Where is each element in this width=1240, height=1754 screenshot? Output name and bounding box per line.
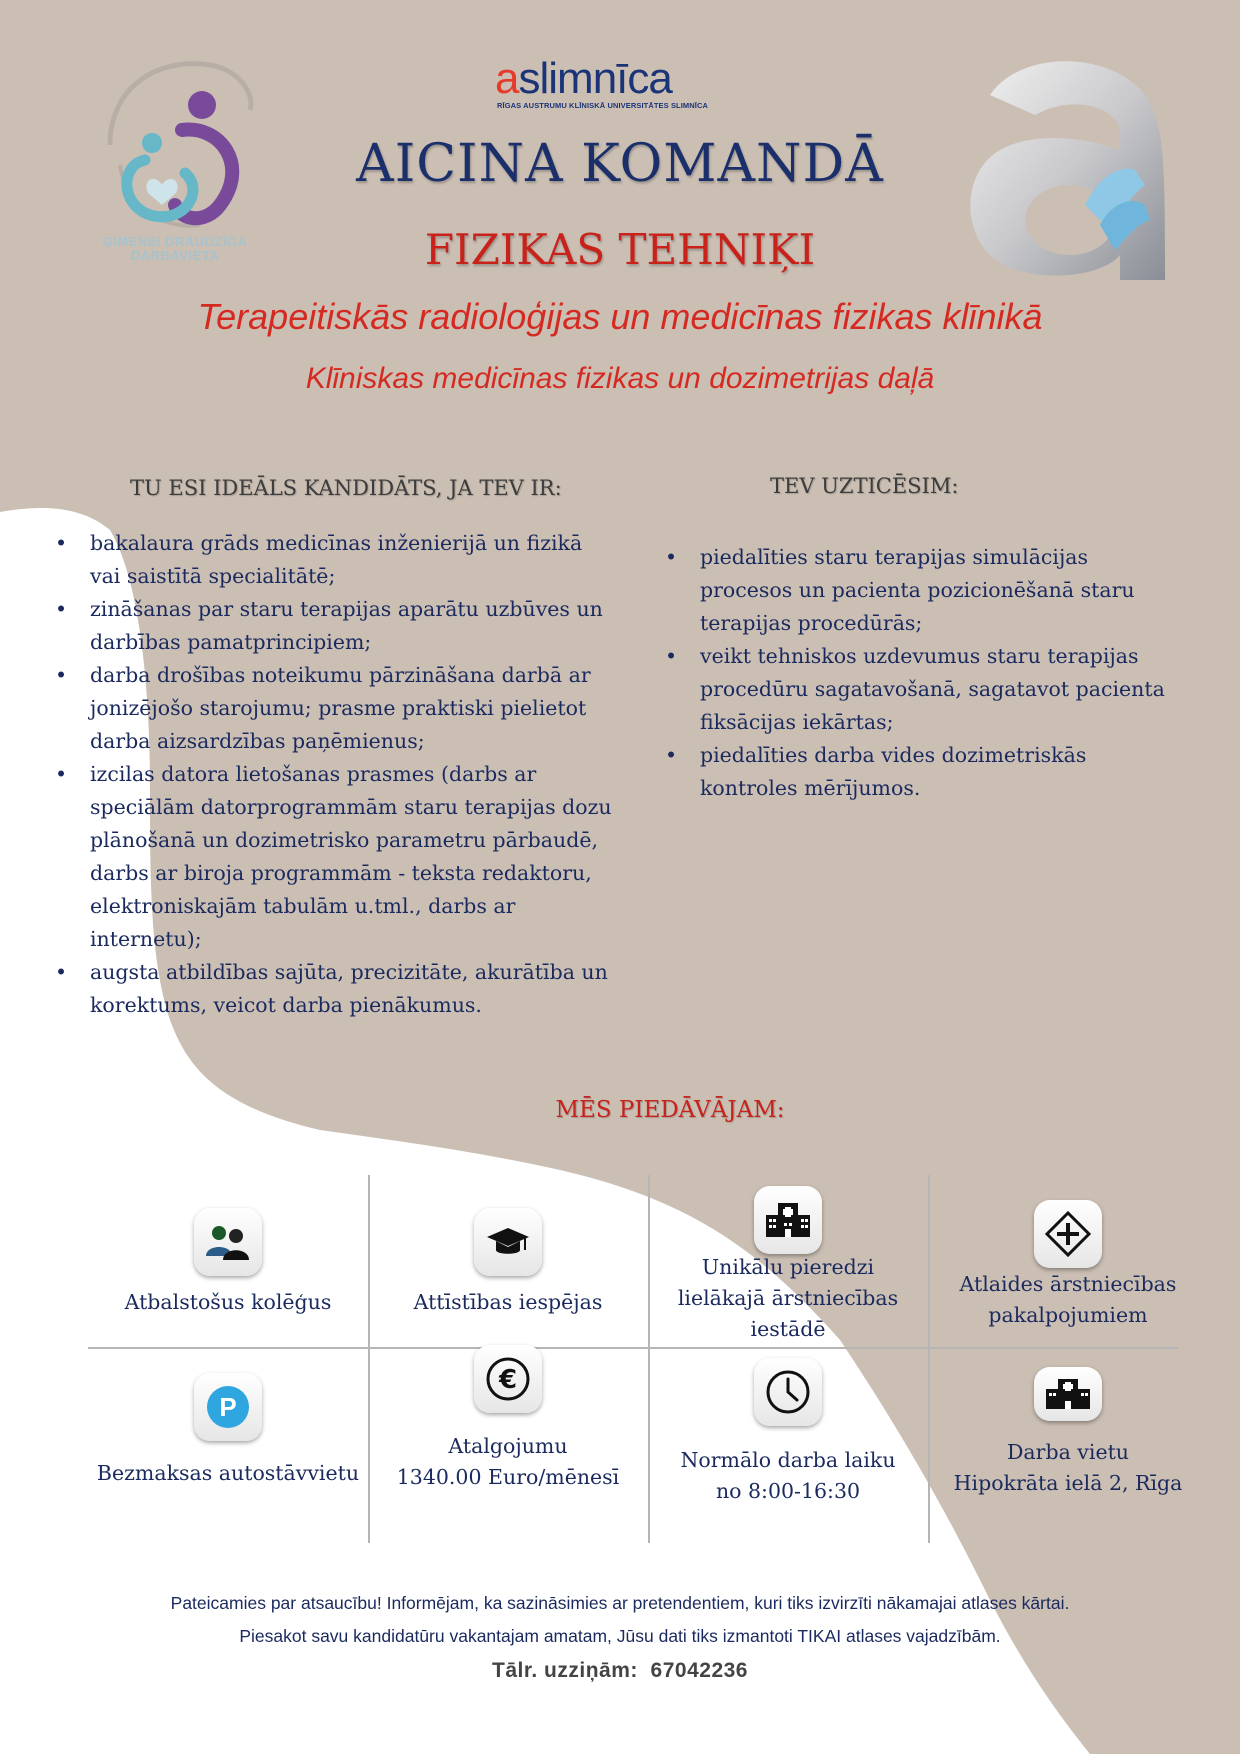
hospital-logo xyxy=(495,55,725,111)
graduation-cap-icon xyxy=(474,1208,542,1276)
phone-label: Tālr. uzziņām: xyxy=(492,1659,638,1682)
benefit-label: Atalgojumu xyxy=(448,1434,568,1458)
benefit-label: Atlaides ārstniecības xyxy=(959,1272,1177,1296)
badge-line-2: DARBAVIETA xyxy=(130,248,220,263)
colleagues-icon xyxy=(194,1208,262,1276)
logo-name: slimnīca xyxy=(518,54,672,103)
bullet-icon: • xyxy=(665,545,678,569)
bullet-icon: • xyxy=(55,960,68,984)
clock-icon xyxy=(754,1358,822,1426)
bullet-icon: • xyxy=(55,762,68,786)
logo-a-mark: a xyxy=(495,54,519,103)
euro-icon xyxy=(474,1345,542,1413)
benefit-salary xyxy=(368,1349,648,1543)
benefit-workplace xyxy=(928,1349,1208,1543)
benefit-label: iestādē xyxy=(750,1317,826,1341)
duties-list xyxy=(665,541,1185,805)
requirements-list xyxy=(55,527,615,1022)
footer-line-1: Pateicamies par atsaucību! Informējam, ka sazināsimies ar pretendentiem, kuri tiks izvirzīti nākamajai atlases kārtai. xyxy=(170,1593,1070,1613)
benefit-label: Normālo darba laiku xyxy=(680,1448,896,1472)
bullet-icon: • xyxy=(665,644,678,668)
bullet-icon: • xyxy=(55,531,68,555)
duties-title: TEV UZTICĒSIM: xyxy=(770,474,959,498)
benefit-working-hours xyxy=(648,1349,928,1543)
phone-number: 67042236 xyxy=(650,1659,748,1682)
benefit-label: lielākajā ārstniecības xyxy=(677,1286,899,1310)
offer-title: MĒS PIEDĀVĀJAM: xyxy=(555,1097,785,1123)
requirements-title: TU ESI IDEĀLS KANDIDĀTS, JA TEV IR: xyxy=(130,476,562,500)
headline: AICINA KOMANDĀ xyxy=(356,134,884,194)
benefit-colleagues xyxy=(88,1175,368,1347)
benefit-label: Attīstības iespējas xyxy=(413,1290,603,1314)
benefit-development xyxy=(368,1175,648,1347)
badge-line-1: ĢIMENEI DRAUDZĪGA xyxy=(102,234,248,249)
logo-subtitle: RĪGAS AUSTRUMU KLĪNISKĀ UNIVERSITĀTES SLIMNĪCA xyxy=(497,101,708,110)
benefit-experience xyxy=(648,1175,928,1347)
list-item: • zināšanas par staru terapijas aparātu uzbūves un darbības pamatprincipiem; xyxy=(55,593,615,659)
clinic-name: Terapeitiskās radioloģijas un medicīnas fizikas klīnikā xyxy=(197,296,1043,337)
list-item: • augsta atbildības sajūta, precizitāte, akurātība un korektums, veicot darba pienākumus. xyxy=(55,956,615,1022)
bullet-icon: • xyxy=(665,743,678,767)
department-name: Klīniskas medicīnas fizikas un dozimetrijas daļā xyxy=(305,362,935,395)
list-item: • darba drošības noteikumu pārzināšana darbā ar jonizējošo starojumu; prasme praktiski pielietot darba aizsardzības paņēmienus; xyxy=(55,659,615,758)
list-item: • piedalīties staru terapijas simulācijas procesos un pacienta pozicionēšanā staru terapijas procedūrās; xyxy=(665,541,1185,640)
list-item: • piedalīties darba vides dozimetriskās kontroles mērījumos. xyxy=(665,739,1185,805)
footer-line-2: Piesakot savu kandidatūru vakantajam amatam, Jūsu dati tiks izmantoti TIKAI atlases vajadzībām. xyxy=(239,1626,1001,1646)
svg-text:€: € xyxy=(498,1365,518,1395)
bullet-icon: • xyxy=(55,597,68,621)
benefit-label: Bezmaksas autostāvvietu xyxy=(96,1461,360,1485)
phone-info xyxy=(0,1659,1240,1683)
list-item: • veikt tehniskos uzdevumus staru terapijas procedūru sagatavošanā, sagatavot pacienta fiksācijas iekārtas; xyxy=(665,640,1185,739)
benefit-label: 1340.00 Euro/mēnesī xyxy=(396,1465,620,1489)
benefit-parking xyxy=(88,1349,368,1543)
parking-icon xyxy=(194,1373,262,1441)
benefit-label: Unikālu pieredzi xyxy=(701,1255,875,1279)
benefit-label: no 8:00-16:30 xyxy=(715,1479,861,1503)
bullet-icon: • xyxy=(55,663,68,687)
list-item: • izcilas datora lietošanas prasmes (darbs ar speciālām datorprogrammām staru terapijas dozu plānošanā un dozimetrisko parametru pārbaudē, darbs ar biroja programmām - teksta redaktoru, elektroniskajām tabulām u.tml., darbs ar internetu); xyxy=(55,758,615,956)
benefit-label: pakalpojumiem xyxy=(988,1303,1148,1327)
benefit-discounts xyxy=(928,1175,1208,1347)
benefit-label: Darba vietu xyxy=(1006,1440,1130,1464)
building-icon xyxy=(1034,1367,1102,1421)
benefit-label: Atbalstošus kolēģus xyxy=(124,1290,332,1314)
benefit-label: Hipokrāta ielā 2, Rīga xyxy=(953,1471,1183,1495)
svg-text:P: P xyxy=(219,1392,237,1422)
hospital-icon xyxy=(754,1186,822,1254)
medical-cross-icon xyxy=(1034,1200,1102,1268)
position-title: FIZIKAS TEHNIĶI xyxy=(424,225,816,274)
list-item: • bakalaura grāds medicīnas inženierijā un fizikā vai saistītā specialitātē; xyxy=(55,527,615,593)
footer xyxy=(0,1587,1240,1683)
benefits-grid xyxy=(88,1175,1183,1543)
